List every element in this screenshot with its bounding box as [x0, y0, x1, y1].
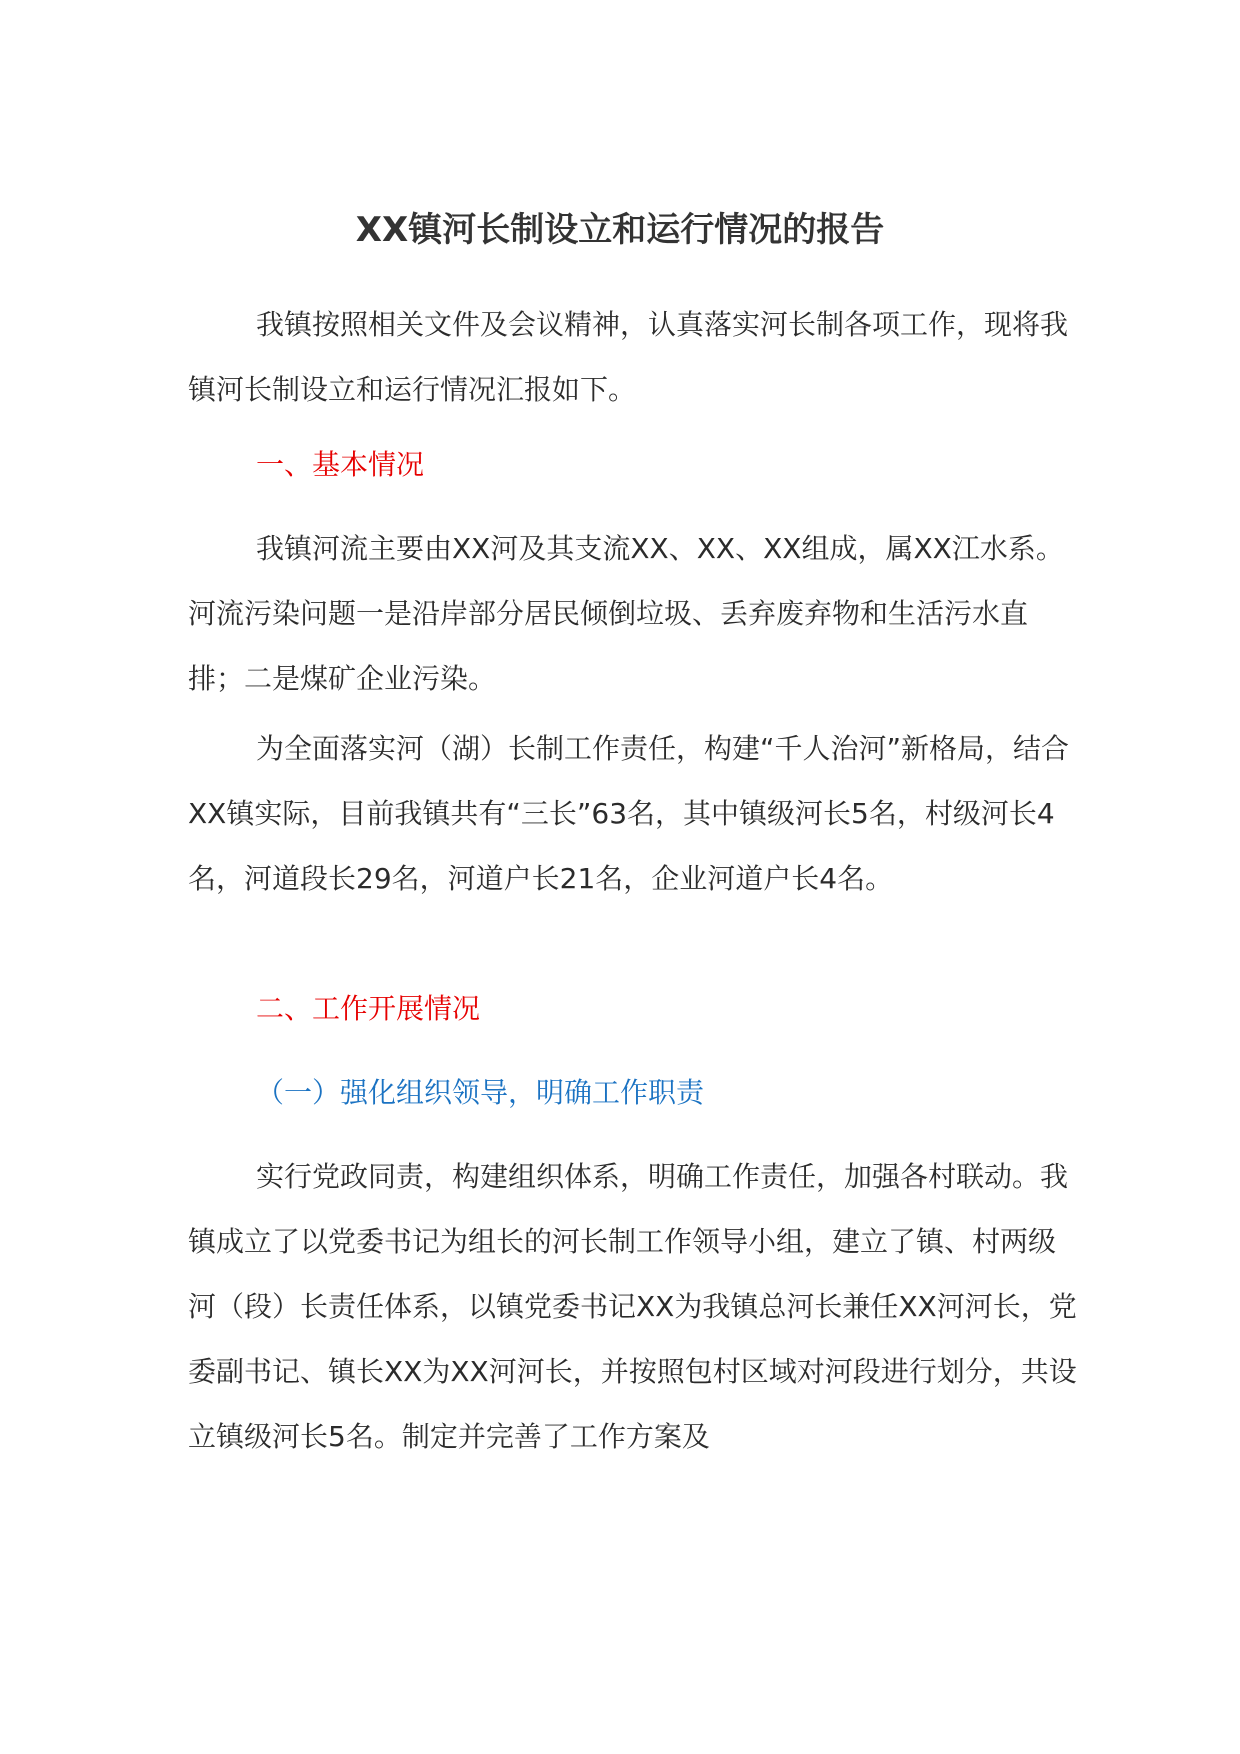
section-heading-basic: 一、基本情况 [256, 448, 425, 481]
section2-paragraph-leadership: 实行党政同责，构建组织体系，明确工作责任，加强各村联动。我镇成立了以党委书记为组长的河长制工作领导小组，建立了镇、村两级河（段）长责任体系，以镇党委书记XX为我镇总河长兼任XX河河长，党委副书记、镇长XX为XX河河长，并按照包村区域对河段进行划分，共设立镇级河长5名。制定并完善了工作方案及 [188, 1160, 1077, 1453]
document-title: XX镇河长制设立和运行情况的报告 [355, 210, 885, 250]
section-heading-work: 二、工作开展情况 [256, 992, 481, 1025]
intro-paragraph: 我镇按照相关文件及会议精神，认真落实河长制各项工作，现将我镇河长制设立和运行情况汇报如下。 [188, 308, 1069, 406]
section1-paragraph-rivers: 我镇河流主要由XX河及其支流XX、XX、XX组成，属XX江水系。河流污染问题一是沿岸部分居民倾倒垃圾、丢弃废弃物和生活污水直排；二是煤矿企业污染。 [188, 532, 1064, 695]
section1-paragraph-river-chiefs: 为全面落实河（湖）长制工作责任，构建“千人治河”新格局，结合XX镇实际，目前我镇共有“三长”63名，其中镇级河长5名，村级河长4名，河道段长29名，河道户长21名，企业河道户长4名。 [188, 732, 1070, 895]
subsection-heading-leadership: （一）强化组织领导，明确工作职责 [256, 1076, 705, 1109]
